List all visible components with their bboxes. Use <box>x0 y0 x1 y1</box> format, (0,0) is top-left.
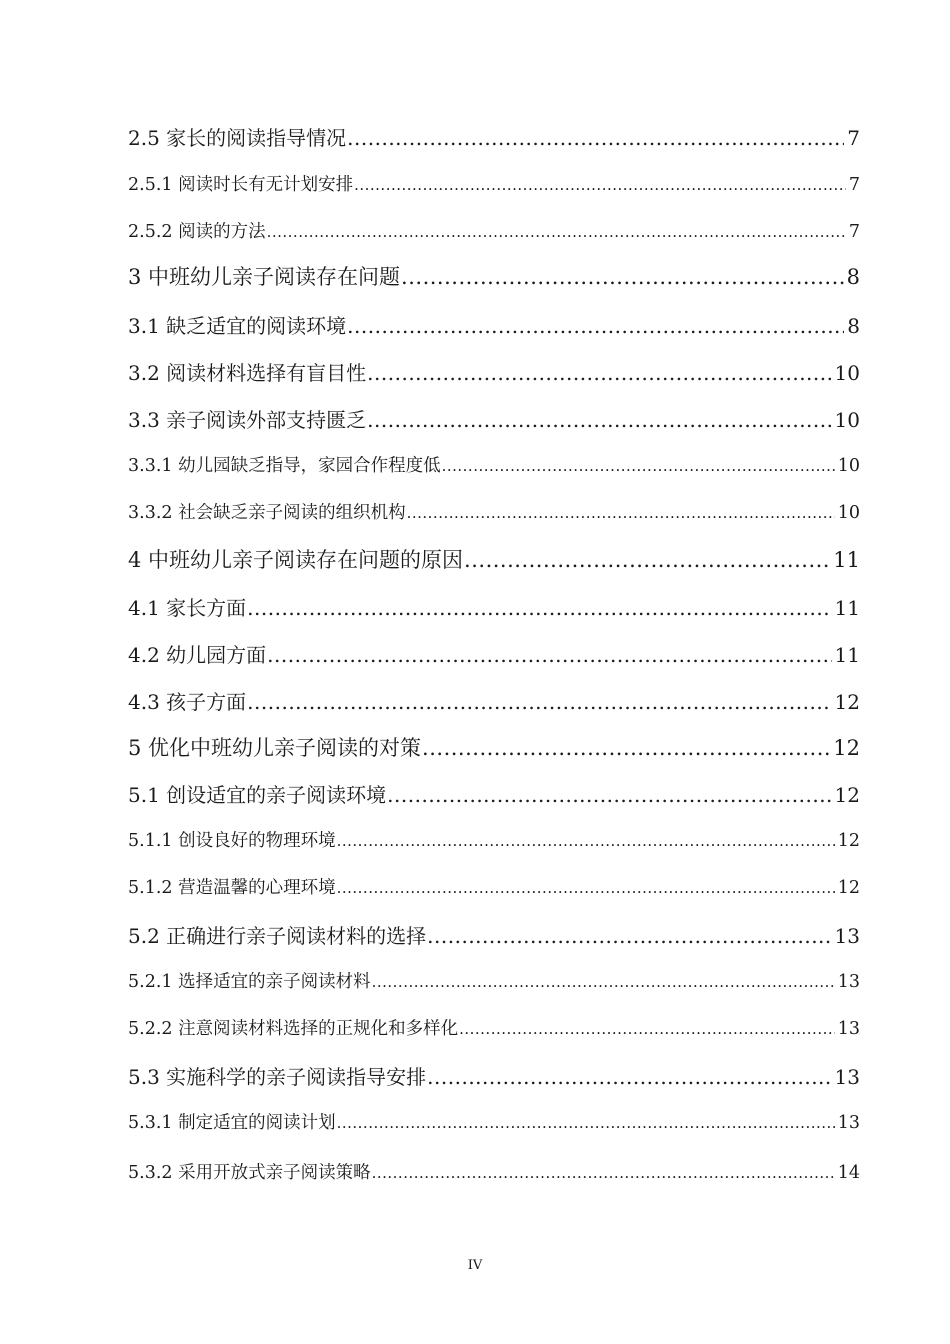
toc-entry-page: 11 <box>834 643 860 667</box>
toc-entry-page: 13 <box>834 924 860 948</box>
toc-entry[interactable] <box>128 592 860 621</box>
toc-entry[interactable] <box>128 261 860 291</box>
toc-entry-label: 2.5 家长的阅读指导情况 <box>128 126 347 150</box>
toc-entry[interactable] <box>128 404 860 433</box>
toc-entry-page: 12 <box>834 783 860 807</box>
toc-leader-dots <box>247 596 831 620</box>
toc-entry-label: 3.3 亲子阅读外部支持匮乏 <box>128 408 367 432</box>
toc-entry-label: 4 中班幼儿亲子阅读存在问题的原因 <box>128 548 464 572</box>
toc-entry[interactable] <box>128 1159 860 1184</box>
toc-entry-label: 3.3.1 幼儿园缺乏指导，家园合作程度低 <box>128 456 441 476</box>
toc-leader-dots <box>347 126 844 150</box>
toc-entry[interactable] <box>128 171 860 196</box>
toc-leader-dots <box>337 832 835 850</box>
toc-leader-dots <box>372 1164 835 1182</box>
toc-entry-label: 3.3.2 社会缺乏亲子阅读的组织机构 <box>128 503 406 523</box>
toc-entry[interactable] <box>128 357 860 386</box>
toc-entry-label: 4.3 孩子方面 <box>128 690 247 714</box>
toc-entry-page: 10 <box>834 408 860 432</box>
toc-entry-label: 4.2 幼儿园方面 <box>128 643 267 667</box>
toc-entry-page: 14 <box>837 1163 860 1183</box>
toc-entry[interactable] <box>128 544 860 574</box>
toc-entry-page: 13 <box>837 1113 860 1133</box>
toc-entry[interactable] <box>128 874 860 899</box>
toc-leader-dots <box>372 973 835 991</box>
toc-leader-dots <box>337 879 835 897</box>
toc-leader-dots <box>422 736 830 760</box>
toc-entry-label: 5.3.2 采用开放式亲子阅读策略 <box>128 1163 371 1183</box>
toc-entry-label: 5 优化中班幼儿亲子阅读的对策 <box>128 736 422 760</box>
toc-entry-page: 12 <box>837 878 860 898</box>
toc-entry[interactable] <box>128 1015 860 1040</box>
toc-entry[interactable] <box>128 779 860 808</box>
toc-leader-dots <box>427 924 831 948</box>
toc-leader-dots <box>367 361 831 385</box>
toc-entry-label: 5.1.1 创设良好的物理环境 <box>128 831 336 851</box>
page-footer-number: IV <box>467 1258 483 1273</box>
toc-entry-label: 5.1 创设适宜的亲子阅读环境 <box>128 783 387 807</box>
toc-entry[interactable] <box>128 920 860 949</box>
toc-entry-page: 7 <box>848 222 860 242</box>
toc-leader-dots <box>247 690 831 714</box>
toc-entry[interactable] <box>128 827 860 852</box>
toc-entry[interactable] <box>128 1061 860 1090</box>
toc-entry-page: 12 <box>834 690 860 714</box>
toc-entry[interactable] <box>128 499 860 524</box>
toc-entry-page: 8 <box>847 314 860 338</box>
toc-leader-dots <box>464 548 830 572</box>
toc-entry-label: 2.5.2 阅读的方法 <box>128 222 266 242</box>
toc-entry[interactable] <box>128 639 860 668</box>
toc-entry-page: 13 <box>837 972 860 992</box>
toc-entry-page: 7 <box>848 175 860 195</box>
toc-entry-label: 3.1 缺乏适宜的阅读环境 <box>128 314 347 338</box>
toc-leader-dots <box>267 643 831 667</box>
toc-entry-page: 7 <box>847 126 860 150</box>
toc-entry-label: 4.1 家长方面 <box>128 596 247 620</box>
toc-entry[interactable] <box>128 310 860 339</box>
toc-entry-page: 12 <box>837 831 860 851</box>
toc-entry-label: 5.2 正确进行亲子阅读材料的选择 <box>128 924 427 948</box>
toc-entry-label: 5.2.1 选择适宜的亲子阅读材料 <box>128 972 371 992</box>
toc-entry-page: 11 <box>834 596 860 620</box>
toc-entry-page: 8 <box>846 265 860 289</box>
toc-entry-page: 12 <box>833 736 860 760</box>
toc-entry[interactable] <box>128 452 860 477</box>
toc-leader-dots <box>387 783 831 807</box>
toc-entry-label: 2.5.1 阅读时长有无计划安排 <box>128 175 354 195</box>
toc-entry-label: 3.2 阅读材料选择有盲目性 <box>128 361 367 385</box>
toc-entry[interactable] <box>128 1109 860 1134</box>
toc-entry-page: 11 <box>833 548 860 572</box>
toc-leader-dots <box>267 223 846 241</box>
toc-entry-label: 5.3.1 制定适宜的阅读计划 <box>128 1113 336 1133</box>
toc-entry[interactable] <box>128 686 860 715</box>
toc-leader-dots <box>367 408 831 432</box>
toc-leader-dots <box>347 314 844 338</box>
toc-leader-dots <box>407 504 835 522</box>
toc-entry-label: 5.3 实施科学的亲子阅读指导安排 <box>128 1065 427 1089</box>
toc-entry-label: 3 中班幼儿亲子阅读存在问题 <box>128 265 401 289</box>
toc-entry-page: 13 <box>834 1065 860 1089</box>
toc-leader-dots <box>337 1114 835 1132</box>
toc-entry-label: 5.1.2 营造温馨的心理环境 <box>128 878 336 898</box>
toc-leader-dots <box>401 265 844 289</box>
toc-entry-page: 10 <box>837 503 860 523</box>
toc-entry[interactable] <box>128 732 860 762</box>
toc-entry[interactable] <box>128 122 860 151</box>
toc-entry[interactable] <box>128 968 860 993</box>
toc-entry[interactable] <box>128 218 860 243</box>
toc-leader-dots <box>459 1020 835 1038</box>
toc-leader-dots <box>427 1065 831 1089</box>
toc-entry-label: 5.2.2 注意阅读材料选择的正规化和多样化 <box>128 1019 459 1039</box>
toc-leader-dots <box>354 176 846 194</box>
toc-entry-page: 10 <box>834 361 860 385</box>
toc-entry-page: 10 <box>837 456 860 476</box>
toc-entry-page: 13 <box>837 1019 860 1039</box>
toc-leader-dots <box>442 457 835 475</box>
